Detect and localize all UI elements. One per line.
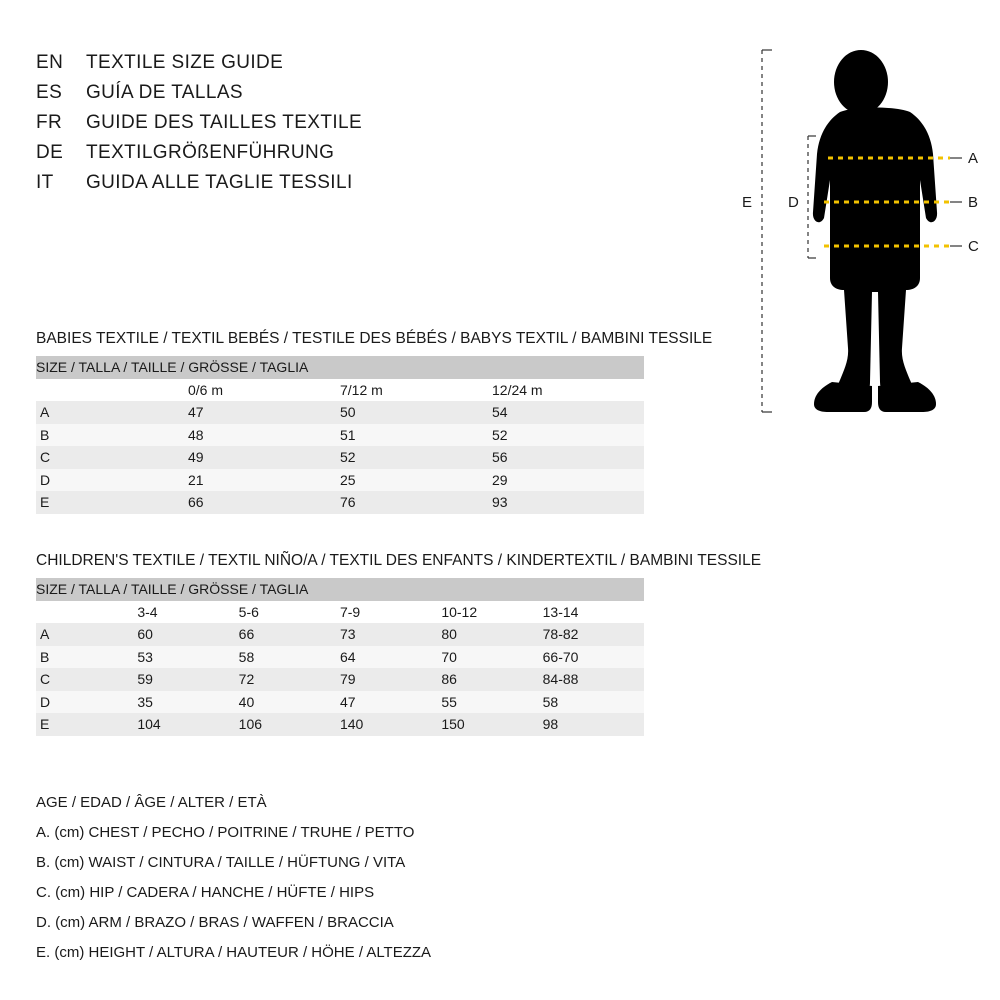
cell-value: 84-88	[543, 668, 644, 691]
babies-size-table	[36, 356, 644, 514]
language-row-de	[36, 142, 456, 172]
language-row-it	[36, 172, 456, 202]
cell-value: 49	[188, 446, 340, 469]
cell-value: 53	[137, 646, 238, 669]
row-label: E	[36, 491, 188, 514]
cell-value: 55	[441, 691, 542, 714]
cell-value: 73	[340, 623, 441, 646]
legend-row-a: A. (cm) CHEST / PECHO / POITRINE / TRUHE / PETTO	[36, 824, 415, 841]
cell-value: 60	[137, 623, 238, 646]
column-header: 7-9	[340, 601, 441, 624]
cell-value: 54	[492, 401, 644, 424]
row-label: C	[36, 446, 188, 469]
language-title: GUIDA ALLE TAGLIE TESSILI	[86, 172, 353, 193]
row-label: E	[36, 713, 137, 736]
cell-value: 64	[340, 646, 441, 669]
language-code: ES	[36, 82, 63, 103]
body-measurement-figure	[720, 30, 980, 430]
table-column-row	[36, 601, 644, 624]
cell-value: 51	[340, 424, 492, 447]
cell-value: 52	[340, 446, 492, 469]
cell-value: 79	[340, 668, 441, 691]
cell-value: 66-70	[543, 646, 644, 669]
language-row-es	[36, 82, 456, 112]
child-silhouette-icon	[813, 50, 937, 412]
column-header: 3-4	[137, 601, 238, 624]
table-row	[36, 424, 644, 447]
cell-value: 76	[340, 491, 492, 514]
cell-value: 66	[188, 491, 340, 514]
column-header: 7/12 m	[340, 379, 492, 402]
cell-value: 72	[239, 668, 340, 691]
table-row	[36, 446, 644, 469]
cell-value: 106	[239, 713, 340, 736]
cell-value: 140	[340, 713, 441, 736]
figure-label-d: D	[788, 194, 799, 211]
row-label: B	[36, 424, 188, 447]
legend-row-c: C. (cm) HIP / CADERA / HANCHE / HÜFTE / HIPS	[36, 884, 375, 901]
row-label: B	[36, 646, 137, 669]
row-label: A	[36, 401, 188, 424]
table-row	[36, 491, 644, 514]
table-row	[36, 401, 644, 424]
cell-value: 150	[441, 713, 542, 736]
column-header: 0/6 m	[188, 379, 340, 402]
cell-value: 21	[188, 469, 340, 492]
table-row	[36, 623, 644, 646]
cell-value: 58	[239, 646, 340, 669]
table-row	[36, 469, 644, 492]
language-row-en	[36, 52, 456, 82]
language-title: TEXTILE SIZE GUIDE	[86, 52, 284, 73]
legend-row-e: E. (cm) HEIGHT / ALTURA / HAUTEUR / HÖHE / ALTEZZA	[36, 944, 432, 961]
row-label: D	[36, 469, 188, 492]
cell-value: 40	[239, 691, 340, 714]
children-size-table	[36, 578, 644, 736]
cell-value: 59	[137, 668, 238, 691]
figure-label-e: E	[742, 194, 753, 211]
figure-label-c: C	[968, 238, 979, 255]
figure-label-b: B	[968, 194, 979, 211]
cell-value: 70	[441, 646, 542, 669]
children-section	[36, 552, 836, 736]
language-code: EN	[36, 52, 64, 73]
cell-value: 78-82	[543, 623, 644, 646]
cell-value: 47	[188, 401, 340, 424]
cell-value: 35	[137, 691, 238, 714]
language-title-block	[36, 52, 456, 202]
children-section-title: CHILDREN'S TEXTILE / TEXTIL NIÑO/A / TEXTIL DES ENFANTS / KINDERTEXTIL / BAMBINI TESSILE	[36, 552, 762, 569]
table-row	[36, 691, 644, 714]
language-row-fr	[36, 112, 456, 142]
table-column-row	[36, 379, 644, 402]
row-label: C	[36, 668, 137, 691]
cell-value: 47	[340, 691, 441, 714]
table-header-row	[36, 356, 644, 379]
language-code: DE	[36, 142, 64, 163]
legend-row-b: B. (cm) WAIST / CINTURA / TAILLE / HÜFTUNG / VITA	[36, 854, 406, 871]
cell-value: 48	[188, 424, 340, 447]
cell-value: 52	[492, 424, 644, 447]
cell-value: 29	[492, 469, 644, 492]
table-row	[36, 668, 644, 691]
row-label: A	[36, 623, 137, 646]
legend-row-age: AGE / EDAD / ÂGE / ALTER / ETÀ	[36, 794, 267, 811]
figure-label-a: A	[968, 150, 979, 167]
cell-value: 66	[239, 623, 340, 646]
column-corner	[36, 379, 188, 402]
row-label: D	[36, 691, 137, 714]
children-table-header: SIZE / TALLA / TAILLE / GRÖSSE / TAGLIA	[36, 578, 644, 601]
language-code: FR	[36, 112, 63, 133]
babies-section	[36, 330, 713, 514]
cell-value: 56	[492, 446, 644, 469]
column-corner	[36, 601, 137, 624]
table-row	[36, 713, 644, 736]
cell-value: 58	[543, 691, 644, 714]
legend-row-d: D. (cm) ARM / BRAZO / BRAS / WAFFEN / BRACCIA	[36, 914, 394, 931]
cell-value: 93	[492, 491, 644, 514]
cell-value: 104	[137, 713, 238, 736]
cell-value: 25	[340, 469, 492, 492]
cell-value: 86	[441, 668, 542, 691]
table-row	[36, 646, 644, 669]
babies-table-header: SIZE / TALLA / TAILLE / GRÖSSE / TAGLIA	[36, 356, 644, 379]
column-header: 12/24 m	[492, 379, 644, 402]
measurement-legend	[36, 788, 636, 968]
cell-value: 98	[543, 713, 644, 736]
language-code: IT	[36, 172, 54, 193]
column-header: 10-12	[441, 601, 542, 624]
language-title: TEXTILGRÖßENFÜHRUNG	[86, 142, 335, 163]
language-title: GUÍA DE TALLAS	[86, 82, 243, 103]
table-header-row	[36, 578, 644, 601]
language-title: GUIDE DES TAILLES TEXTILE	[86, 112, 363, 133]
column-header: 5-6	[239, 601, 340, 624]
babies-section-title: BABIES TEXTILE / TEXTIL BEBÉS / TESTILE DES BÉBÉS / BABYS TEXTIL / BAMBINI TESSILE	[36, 330, 713, 347]
cell-value: 50	[340, 401, 492, 424]
cell-value: 80	[441, 623, 542, 646]
column-header: 13-14	[543, 601, 644, 624]
